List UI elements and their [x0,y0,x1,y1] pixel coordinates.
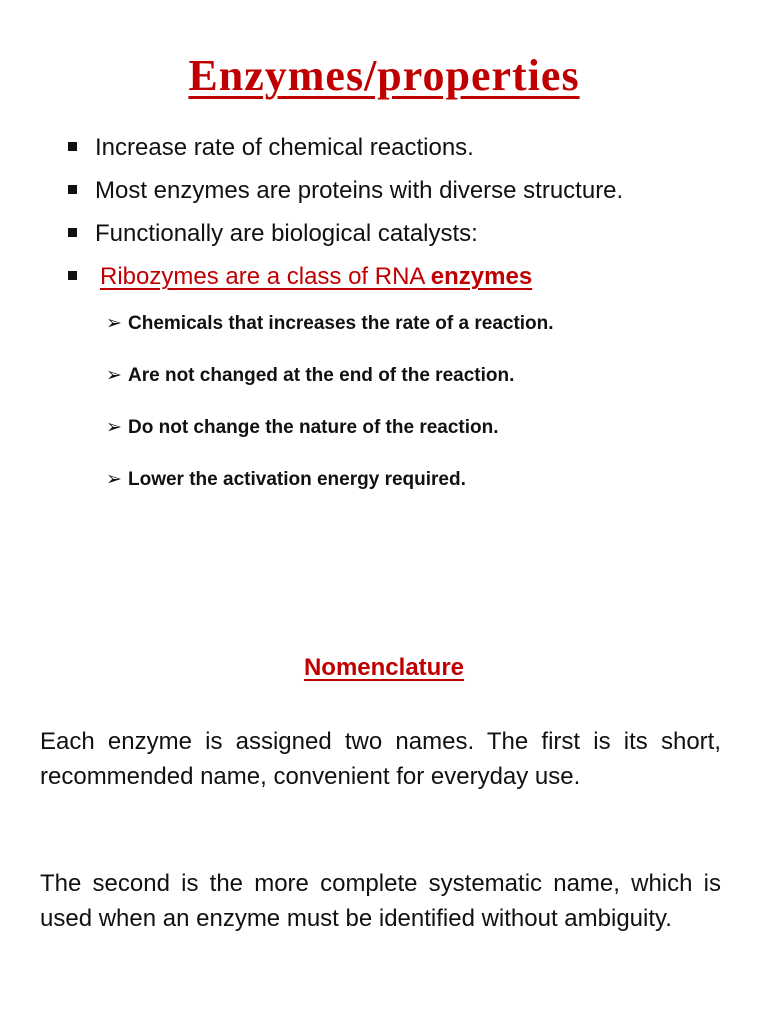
page-title: Enzymes/properties [188,51,580,100]
sub-list-item [106,306,554,358]
list-item [68,126,623,169]
bullet-text: Most enzymes are proteins with diverse structure. [95,177,624,204]
square-bullet-icon [68,185,77,194]
square-bullet-icon [68,142,77,151]
sub-list-item [106,410,554,462]
arrow-bullet-icon: ➢ [106,469,122,490]
list-item [68,169,623,212]
property-list [68,126,623,298]
sub-item-text: Do not change the nature of the reaction. [128,417,499,438]
sub-list-item [106,462,554,514]
sub-item-text: Lower the activation energy required. [128,469,466,490]
list-item-ribozymes [68,255,623,298]
square-bullet-icon [68,228,77,237]
sub-item-text: Chemicals that increases the rate of a reaction. [128,313,554,334]
list-item [68,212,623,255]
ribozymes-label: Ribozymes are a class of RNA [100,263,431,290]
bullet-text: Increase rate of chemical reactions. [95,134,474,161]
ribozymes-text [100,263,532,290]
arrow-bullet-icon: ➢ [106,417,122,438]
arrow-bullet-icon: ➢ [106,365,122,386]
nomenclature-heading: Nomenclature [303,654,465,681]
sub-list-item [106,358,554,410]
ribozymes-emphasis: enzymes [430,263,533,290]
catalyst-sub-list [106,306,554,514]
square-bullet-icon [68,271,77,280]
bullet-text: Functionally are biological catalysts: [95,220,478,247]
paragraph: Each enzyme is assigned two names. The first is its short, recommended name, convenient for everyday use. [40,728,721,790]
sub-item-text: Are not changed at the end of the reaction. [128,365,515,386]
paragraph: The second is the more complete systematic name, which is used when an enzyme must be identified without ambiguity. [40,870,721,932]
arrow-bullet-icon: ➢ [106,313,122,334]
